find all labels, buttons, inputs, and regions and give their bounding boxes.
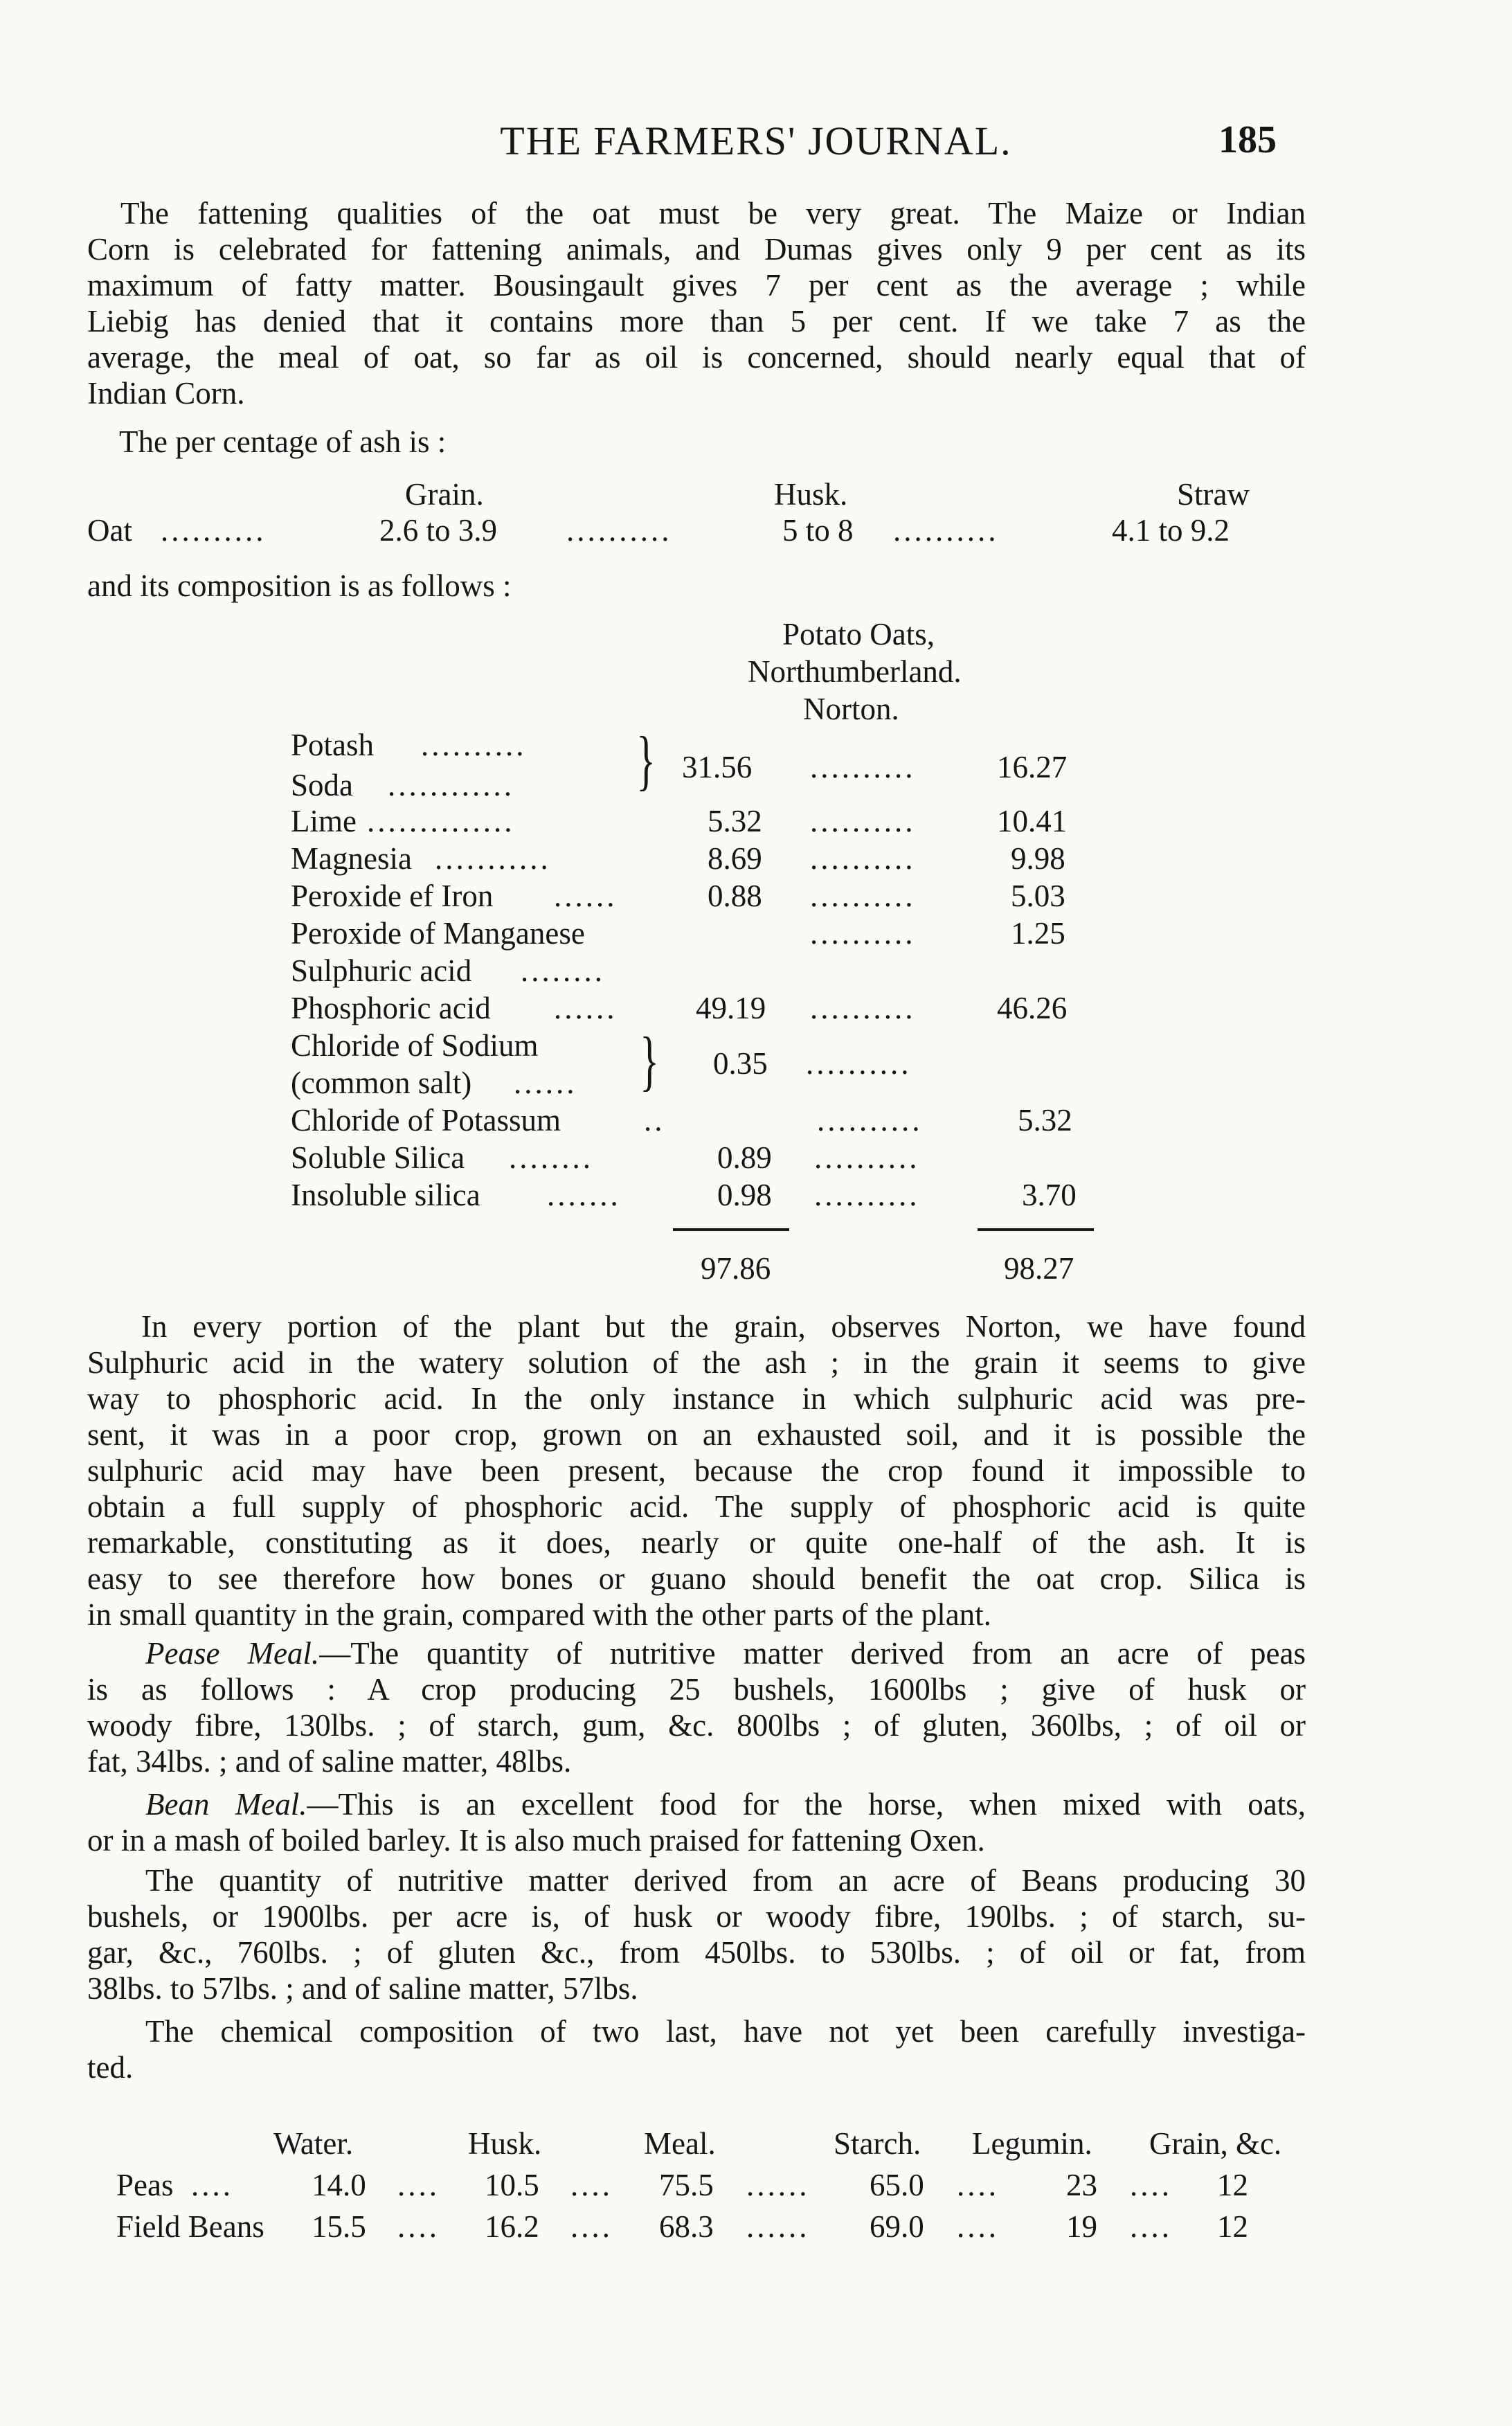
value-col2: 5.03 xyxy=(1011,879,1065,913)
table-header: Starch. xyxy=(834,2126,921,2161)
text-line: Sulphuric acid in the watery solution of the ash ; in the grain it seems to give xyxy=(87,1345,1306,1380)
value-col1: 5.32 xyxy=(708,804,762,838)
value-col1: 0.98 xyxy=(717,1178,772,1212)
table-header: Meal. xyxy=(644,2126,716,2161)
value-col1: 0.89 xyxy=(717,1140,772,1175)
component-label: Phosphoric acid xyxy=(291,991,491,1025)
text-line: In every portion of the plant but the grain, observes Norton, we have found xyxy=(141,1309,1306,1344)
text-line: The chemical composition of two last, have not yet been carefully investiga- xyxy=(145,2014,1306,2049)
leader-dots: ........ xyxy=(521,953,605,988)
brace: } xyxy=(640,1023,659,1097)
component-label: Magnesia xyxy=(291,841,412,876)
page-number: 185 xyxy=(1218,118,1277,161)
leader-dots: .......... xyxy=(810,804,916,838)
text-line: 38lbs. to 57lbs. ; and of saline matter, 57lbs. xyxy=(87,1971,638,2006)
text-line: sent, it was in a poor crop, grown on an exhausted soil, and it is possible the xyxy=(87,1417,1306,1452)
ash-header-husk: Husk. xyxy=(774,477,848,512)
text-line: Indian Corn. xyxy=(87,376,245,411)
table-cell: 23 xyxy=(1066,2168,1097,2202)
leader-dots: .... xyxy=(397,2168,440,2202)
table-cell: 65.0 xyxy=(870,2168,924,2202)
value-col2: 3.70 xyxy=(1022,1178,1077,1212)
leader-dots: .......... xyxy=(893,513,999,548)
ash-grain-value: 2.6 to 3.9 xyxy=(379,513,498,548)
page-header xyxy=(0,118,1512,173)
leader-dots: .............. xyxy=(367,804,515,838)
total-col2: 98.27 xyxy=(1004,1251,1074,1286)
leader-dots: .... xyxy=(191,2168,233,2202)
text-line: or in a mash of boiled barley. It is also much praised for fattening Oxen. xyxy=(87,1823,985,1858)
value-col1: 8.69 xyxy=(708,841,762,876)
leader-dots: ...... xyxy=(554,991,618,1025)
table-header: Grain, &c. xyxy=(1149,2126,1282,2161)
text-line: bushels, or 1900lbs. per acre is, of husk or woody fibre, 190lbs. ; of starch, su- xyxy=(87,1899,1306,1934)
leader-dots: .......... xyxy=(810,991,916,1025)
value-col1: 49.19 xyxy=(696,991,766,1025)
chemical-paragraph xyxy=(87,2013,1306,2085)
table-cell: 75.5 xyxy=(659,2168,714,2202)
value-col1: 31.56 xyxy=(682,750,753,784)
text-line: The fattening qualities of the oat must be very great. The Maize or Indian xyxy=(120,196,1306,231)
table-cell: 14.0 xyxy=(312,2168,366,2202)
running-title: THE FARMERS' JOURNAL. xyxy=(500,118,1012,163)
ash-husk-value: 5 to 8 xyxy=(782,513,854,548)
text-line: Pease Meal.—The quantity of nutritive matter derived from an acre of peas xyxy=(145,1636,1306,1671)
text-line: gar, &c., 760lbs. ; of gluten &c., from 450lbs. to 530lbs. ; of oil or fat, from xyxy=(87,1935,1306,1970)
ash-intro: The per centage of ash is : xyxy=(119,424,447,459)
table-row-label: Field Beans xyxy=(116,2209,264,2244)
leader-dots: ....... xyxy=(547,1178,621,1212)
value-col2: 10.41 xyxy=(997,804,1068,838)
table-cell: 68.3 xyxy=(659,2209,714,2244)
column-header: Norton. xyxy=(803,692,899,726)
ash-header-grain: Grain. xyxy=(405,477,484,512)
table-cell: 69.0 xyxy=(870,2209,924,2244)
leader-dots: .. xyxy=(644,1103,665,1138)
leader-dots: .......... xyxy=(814,1178,920,1212)
value-col1: 0.88 xyxy=(708,879,762,913)
table-header: Legumin. xyxy=(972,2126,1092,2161)
leader-dots: ........... xyxy=(435,841,551,876)
leader-dots: .... xyxy=(1130,2209,1172,2244)
table-row-label: Peas xyxy=(116,2168,174,2202)
table-header: Water. xyxy=(273,2126,354,2161)
brace: } xyxy=(636,723,656,797)
text-line: Liebig has denied that it contains more than 5 per cent. If we take 7 as the xyxy=(87,304,1306,339)
table-cell: 12 xyxy=(1217,2168,1248,2202)
text-line: The quantity of nutritive matter derived from an acre of Beans producing 30 xyxy=(145,1863,1306,1898)
leader-dots: ........ xyxy=(509,1140,593,1175)
pease-heading: Pease Meal. xyxy=(145,1636,320,1671)
beans-paragraph xyxy=(87,1862,1306,2006)
table-cell: 12 xyxy=(1217,2209,1248,2244)
component-label: Chloride of Sodium xyxy=(291,1028,539,1063)
pease-paragraph xyxy=(87,1635,1306,1779)
leader-dots: .......... xyxy=(421,728,527,762)
leader-dots: .... xyxy=(570,2168,613,2202)
leader-dots: .... xyxy=(397,2209,440,2244)
text-line: Bean Meal.—This is an excellent food for the horse, when mixed with oats, xyxy=(145,1787,1306,1822)
table-header: Husk. xyxy=(468,2126,542,2161)
text-line: ted. xyxy=(87,2050,134,2085)
component-label: Peroxide of Manganese xyxy=(291,916,585,951)
leader-dots: .......... xyxy=(814,1140,920,1175)
total-rule xyxy=(673,1228,789,1231)
text-line: average, the meal of oat, so far as oil is concerned, should nearly equal that of xyxy=(87,340,1306,375)
component-label: Lime xyxy=(291,804,357,838)
text-line: sulphuric acid may have been present, because the crop found it impossible to xyxy=(87,1453,1306,1488)
leader-dots: .......... xyxy=(810,916,916,951)
value-col2: 46.26 xyxy=(997,991,1068,1025)
component-label: Insoluble silica xyxy=(291,1178,480,1212)
total-col1: 97.86 xyxy=(701,1251,771,1286)
value-col2: 1.25 xyxy=(1011,916,1065,951)
component-label: Chloride of Potassum xyxy=(291,1103,561,1138)
value-col2: 5.32 xyxy=(1018,1103,1072,1138)
value-col2: 16.27 xyxy=(997,750,1068,784)
text-line: maximum of fatty matter. Bousingault gives 7 per cent as the average ; while xyxy=(87,268,1306,303)
leader-dots: .......... xyxy=(810,841,916,876)
ash-straw-value: 4.1 to 9.2 xyxy=(1112,513,1230,548)
value-col1: 0.35 xyxy=(713,1046,768,1081)
ash-header-straw: Straw xyxy=(1177,477,1250,512)
leader-dots: .......... xyxy=(810,750,916,784)
bean-paragraph xyxy=(87,1786,1306,1858)
component-label: Soluble Silica xyxy=(291,1140,465,1175)
leader-dots: ...... xyxy=(746,2168,810,2202)
leader-dots: .... xyxy=(957,2168,999,2202)
composition-intro: and its composition is as follows : xyxy=(87,568,512,603)
value-col2: 9.98 xyxy=(1011,841,1065,876)
leader-dots: ...... xyxy=(746,2209,810,2244)
column-header: Northumberland. xyxy=(748,654,962,689)
leader-dots: .......... xyxy=(566,513,672,548)
component-label: Sulphuric acid xyxy=(291,953,472,988)
text-line: woody fibre, 130lbs. ; of starch, gum, &c. 800lbs ; of gluten, 360lbs, ; of oil or xyxy=(87,1708,1306,1743)
text-line: Corn is celebrated for fattening animals, and Dumas gives only 9 per cent as its xyxy=(87,232,1306,267)
leader-dots: .......... xyxy=(817,1103,923,1138)
leader-dots: ............ xyxy=(388,768,514,802)
leader-dots: .......... xyxy=(810,879,916,913)
text-line: is as follows : A crop producing 25 bushels, 1600lbs ; give of husk or xyxy=(87,1672,1306,1707)
text-line: in small quantity in the grain, compared with the other parts of the plant. xyxy=(87,1597,991,1632)
leader-dots: .......... xyxy=(806,1046,912,1081)
leader-dots: ...... xyxy=(514,1066,577,1100)
text-line: way to phosphoric acid. In the only instance in which sulphuric acid was pre- xyxy=(87,1381,1306,1416)
component-label: (common salt) xyxy=(291,1066,472,1100)
table-cell: 16.2 xyxy=(485,2209,539,2244)
component-label: Peroxide ef Iron xyxy=(291,879,494,913)
norton-paragraph xyxy=(87,1309,1306,1633)
leader-dots: .... xyxy=(1130,2168,1172,2202)
bean-heading: Bean Meal. xyxy=(145,1787,307,1822)
leader-dots: ...... xyxy=(554,879,618,913)
text-line: easy to see therefore how bones or guano should benefit the oat crop. Silica is xyxy=(87,1561,1306,1596)
text-line: remarkable, constituting as it does, nearly or quite one-half of the ash. It is xyxy=(87,1525,1306,1560)
leader-dots: .......... xyxy=(161,513,267,548)
table-cell: 10.5 xyxy=(485,2168,539,2202)
text-line: fat, 34lbs. ; and of saline matter, 48lbs. xyxy=(87,1744,572,1779)
ash-row-label: Oat xyxy=(87,513,132,548)
table-cell: 19 xyxy=(1066,2209,1097,2244)
column-header: Potato Oats, xyxy=(782,617,935,652)
component-label: Soda xyxy=(291,768,353,802)
leader-dots: .... xyxy=(957,2209,999,2244)
table-cell: 15.5 xyxy=(312,2209,366,2244)
total-rule xyxy=(978,1228,1094,1231)
text-line: obtain a full supply of phosphoric acid. The supply of phosphoric acid is quite xyxy=(87,1489,1306,1524)
component-label: Potash xyxy=(291,728,375,762)
intro-paragraph xyxy=(87,195,1306,411)
leader-dots: .... xyxy=(570,2209,613,2244)
